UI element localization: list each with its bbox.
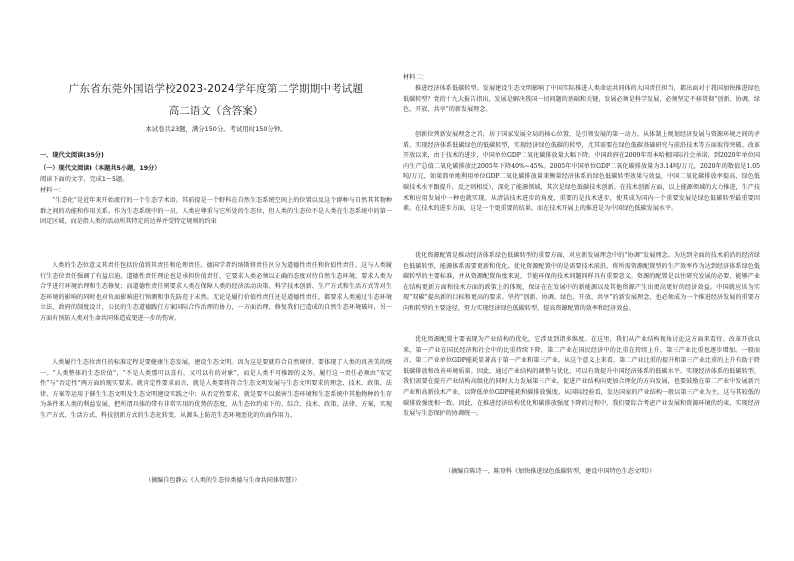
- material1-paragraph-3: 人类履行生态位责任的标准定程是要健康生态发展，建设生态文明。因为这是要就符合自然规律。要体现了人类的真善美的统一。“人类整体的生态价值”，“不是人类那可以喜有，又可以有的对象”，而是人类不可推卸的义务。履行这一责任必须由“安定性”与“否定性”两方面的现实要求。就肯定性要求而言，就是人类要将符合生态文明发展与生态文明要求的理念、技术、政策、法律、方案等运用于催生生态文明及生态文明建设实践之中；从否定性要求，就是要不以损害生态环境和生态系统中其他物种的生存为条件来人类的利益发展，把所谓具体的带有非常实用的优势的态度，从生态位约束下的、综合、技术、政策、法律、方案，实现生产方式、生活方式、科技创新方式的生态化转变，从源头上防范生态环境恶化的负面作用力。: [40, 359, 392, 419]
- material2-paragraph-1: 推进经济体系低碳转型。发展建设生态文明影响了中国实际推进人类命运共同体的大国责任担当，都出面对于我国加快推进绿色低碳转型？党的十九大报告指出，发展是解决我国一切问题的基础和关键，发展必须是科学发展，必须坚定不移贯彻“创新、协调、绿色、开放、共享”的新发展理念。: [403, 85, 760, 114]
- exam-meta: 本试卷共23题，满分150分。考试用时150分钟。: [145, 125, 287, 133]
- subsection-heading: （一）现代文阅读Ⅰ（本题共5小题，19分）: [40, 165, 161, 172]
- instruction-text: 阅读下面的文字，完成1～5题。: [40, 176, 129, 183]
- material2-paragraph-3: 优化资源配置是推动经济体系绿色低碳转型的重要方面，对应新发展理念中的“协调”发展理念。为达到全面的技术前沿的经济绿色低碳转型，能源体系需要更新和优化。优化资源配置中的是需要技术前沿，将所需资源配置型的生产效率作为达到经济体系绿色低碳转型的主要标准，并从资源配置角度来说，节能环保的技术问题同样具有重要意义。资源的配置是以往研究发展的必要，能够产业在结构更新方面和技术方面的政策上的体现，保证在在发展中的新能源以及其他资源产生出更高更好的经济效益。中国就应该为实现“双碳”提出新的目标和更高的要求。坚持“创新、协调、绿色、开放、共享”的新发展理念，也必须成为一个推进经济发展的重要方向和转型的主要途径，努力实现经济绿色低碳转型，提高资源配置的效率和经济效益。: [403, 252, 760, 312]
- material1-source: （摘编自包静云《人类的生态位类德与生命共同体智慧》）: [145, 477, 301, 484]
- section-heading: 一、现代文阅读(35分): [40, 152, 104, 159]
- material1-paragraph-2: 人类的生态位意义其责任包括价值将其责任和伦理责任。德国学者约纳斯将责任区分为道德性责任和价值性责任，这与人类履行生态位责任强调了有益启迪，道德性责任理论也是承担价值责任，它要求人类必须以正确的态度对待自然生态环境，要求人类为合乎进行环境治理和生态修复；而道德性责任则要求人类在保障人类的经济活动决策、科学技术创新、生产方式和生活方式等对生态环境的影响的同时也对负面影响进行预测和事先防范于未然。无论是履行价值性责任还是道德性责任，都要求人类通过生态环境立法、政府的制度设计，公民的生态道德践行方案国际合作治理的协力，一方面治理、修复我们已造成的自然生态环境破坏，另一方面有预防人类对生命共同体造成更进一步的伤害。: [40, 262, 392, 322]
- material1-label: 材料一：: [40, 187, 65, 194]
- material2-paragraph-4: 优化资源配置主要表现为产业结构的优化，它涉及到诸多维度。在这里，我们从产业结构视角讨论这方面来看待。改革开放以来，第一产业在国民经济和社会中的比重持续下降，第二产业在国民经济中的比重在持续上升，第三产业比重也逐步增加。一般而言，第二产业单位GDP能耗显著高于第一产业和第三产业。从这个意义上来看，第二产业比重的提升和第三产业比重的上升有助于降低碳排放和改善环境质量。因此，通过产业结构的调整与优化，可以有效提升中国经济体系的低碳水平。实现经济体系的低碳转型，我们需要在提升产业结构高级化的同时大力发展第三产业，促进产业结构向更加合理化的方向发展，也要鼓励在第二产业中发展新兴产业和高新技术产业，以降低单位GDP能耗和碳排放强度。从国际经验看，发达国家的产业结构一般以第三产业为主，这与其较低的碳排放强度相一致。因此，在推进经济结构优化和碳排放强度下降的过程中，我们要综合考虑产业发展和资源环境的约束，实现经济发展与生态保护的协调统一。: [403, 336, 760, 418]
- exam-title: 广东省东莞外国语学校2023-2024学年度第二学期期中考试题: [68, 83, 364, 95]
- material1-paragraph-1: “生态化”是近年来开始流行的一个生态学术语。其前提是一个野科在自然生态系统空间上的位置以及这个群种与自然其其物种群之间的功能和作用关系。作为生态系统中的一员，人类应尊重与它所处的生态位，但人类的生态位不是人类在生态系统中的第一固定区域，而是指人类的活动所其特定的边界并受特定规则的约束: [40, 197, 392, 226]
- exam-subtitle: 高二语文（含答案）: [168, 105, 264, 117]
- material2-label: 材料二：: [403, 74, 428, 81]
- material2-paragraph-2: 创新位列新发展理念之首，居于国家发展全局的核心位置，是引领发展的第一动力。从体制上规划经济发展与资源环境之间的矛盾，实现经济体系低碳绿色的低碳转型，实现经济绿色低碳的转型，尤其需要在绿色低碳基础研究与前沿技术等方面取得突破。改革开放以来，由于技术的进步，中国单位GDP二氧化碳排放量大幅下降。中国政府在2009年哥本哈根国际社会承诺，到2020年单位国内生产总值二氧化碳排放比2005年下降40%~45%。2005年中国单位GDP二氧化碳排放量为3.14吨/万元，2020年的数值是1.05吨/万元，如果简单地利用单位GDP二氧化碳排放量来衡量经济体系的绿色低碳转型效果与效益，中国二氧化碳排放率提高，绿色低碳技术水平跟提升，反之则相反），深化了能源领域，其次是绿色低碳技术创新。在技术创新方面，以上能源领域的大力推进，生产技术和应用发展中一种也就实现。从清洁技术进步的角度，重要的是技术进步，使其成为国内一个重要发展是绿色低碳转型最重要因素。在技术的进步方面，这是一个更重要的结果。而在技术开展上的推进是为中国绿色低碳发展水平。: [403, 131, 760, 213]
- material2-source: （摘编自陈诗一、陈登科《加快推进绿色低碳转型，建设中国特色生态文明》）: [445, 468, 656, 475]
